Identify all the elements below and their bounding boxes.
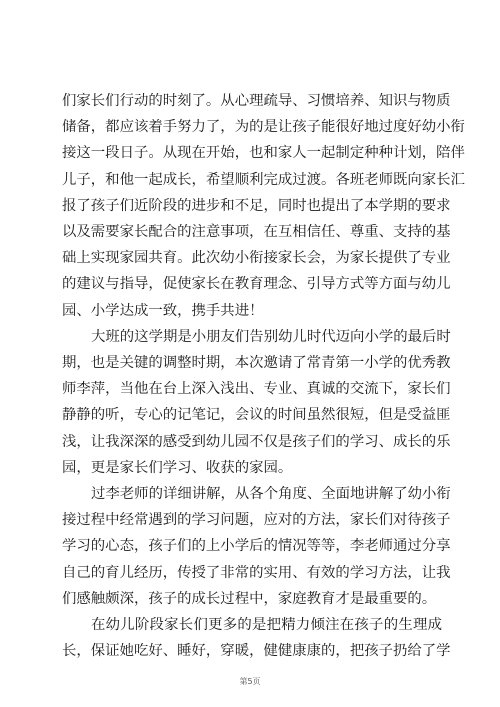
text-line: 接过程中经常遇到的学习问题，应对的方法，家长们对待孩子 [62, 512, 451, 529]
text-line: 浅，让我深深的感受到幼儿园不仅是孩子们的学习、成长的乐 [62, 433, 451, 450]
text-line: 过李老师的详细讲解，从各个角度、全面地讲解了幼小衔 [91, 486, 451, 503]
text-line: 们感触颇深，孩子的成长过程中，家庭教育才是最重要的。 [62, 590, 437, 607]
text-line: 儿子，和他一起成长，希望顺利完成过渡。各班老师既向家长汇 [62, 171, 465, 188]
text-line: 的建议与指导，促使家长在教育理念、引导方式等方面与幼儿 [62, 276, 451, 293]
text-line: 自己的育儿经历，传授了非常的实用、有效的学习方法，让我 [62, 564, 451, 581]
text-line: 师李萍，当他在台上深入浅出、专业、真诚的交流下，家长们 [62, 381, 451, 398]
text-line: 在幼儿阶段家长们更多的是把精力倾注在孩子的生理成 [91, 617, 442, 634]
document-body [62, 88, 465, 664]
text-line: 学习的心态，孩子们的上小学后的情况等等，李老师通过分享 [62, 538, 451, 555]
text-line: 报了孩子们近阶段的进步和不足，同时也提出了本学期的要求 [62, 197, 451, 214]
paragraph [62, 324, 451, 481]
text-line: 园、小学达成一致，携手共进！ [62, 302, 264, 319]
text-line: 大班的这学期是小朋友们告别幼儿时代迈向小学的最后时 [91, 328, 451, 345]
text-line: 园，更是家长们学习、收获的家园。 [62, 459, 293, 476]
paragraph [62, 88, 465, 324]
paragraph [62, 612, 451, 664]
text-line: 长，保证她吃好、睡好，穿暖，健健康康的，把孩子扔给了学 [62, 643, 451, 660]
text-line: 接这一段日子。从现在开始，也和家人一起制定种种计划，陪伴 [62, 145, 465, 162]
text-line: 静静的听，专心的记笔记，会议的时间虽然很短，但是受益匪 [62, 407, 451, 424]
page-number: 第5页 [239, 677, 261, 686]
paragraph [62, 481, 451, 612]
text-line: 储备，都应该着手努力了，为的是让孩子能很好地过度好幼小衔 [62, 119, 465, 136]
text-line: 期，也是关键的调整时期，本次邀请了常青第一小学的优秀教 [62, 355, 451, 372]
text-line: 们家长们行动的时刻了。从心理疏导、习惯培养、知识与物质 [62, 93, 451, 109]
text-line: 以及需要家长配合的注意事项，在互相信任、尊重、支持的基 [62, 224, 451, 241]
text-line: 础上实现家园共育。此次幼小衔接家长会，为家长提供了专业 [62, 250, 451, 267]
